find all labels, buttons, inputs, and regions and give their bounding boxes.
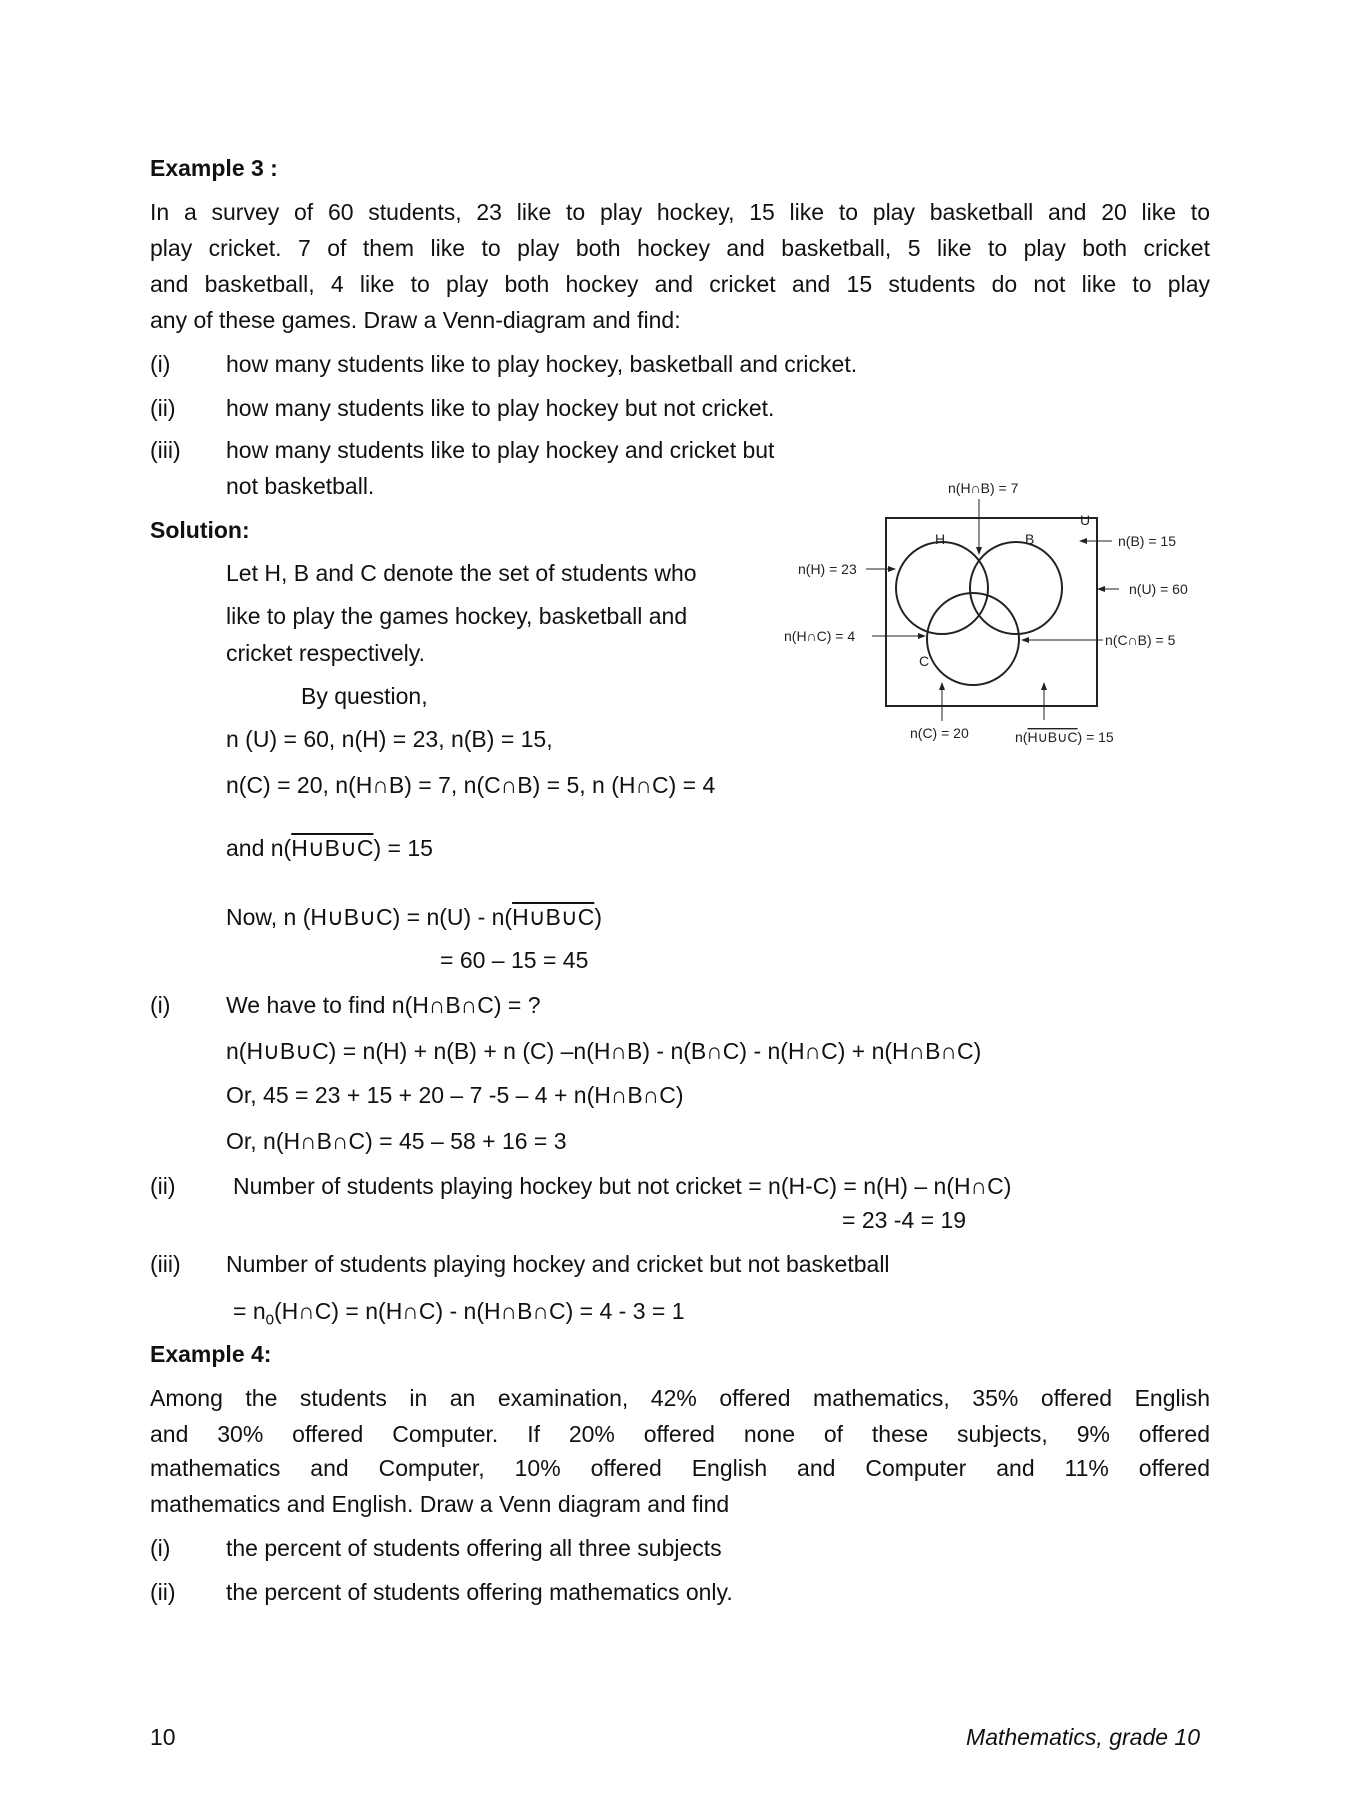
para-line: mathematics and Computer, 10% offered English and Computer and 11% offered	[150, 1455, 1210, 1481]
question-number: (i)	[150, 1535, 171, 1561]
label-u: n(U) = 60	[1129, 581, 1188, 597]
solution-text: Let H, B and C denote the set of students who	[226, 560, 697, 586]
universe-box	[886, 518, 1097, 706]
equation: = 23 -4 = 19	[842, 1207, 967, 1233]
question-text: not basketball.	[226, 473, 375, 499]
question-text: the percent of students offering all three subjects	[226, 1535, 722, 1561]
label-c-int-b: n(C∩B) = 5	[1105, 632, 1176, 648]
eq-part: (H∩C) = n(H∩C) - n(H∩B∩C) = 4 - 3 = 1	[273, 1298, 685, 1324]
equation: n(C) = 20, n(H∩B) = 7, n(C∩B) = 5, n (H∩C) = 4	[226, 772, 716, 798]
equation: n (U) = 60, n(H) = 23, n(B) = 15,	[226, 726, 553, 752]
question-text: how many students like to play hockey but not cricket.	[226, 395, 775, 421]
complement-expr: H∪B∪C	[512, 904, 595, 930]
set-c-label: C	[919, 653, 930, 669]
venn-diagram	[780, 470, 1240, 760]
set-h-circle	[896, 542, 988, 634]
para-line: any of these games. Draw a Venn-diagram and find:	[150, 307, 681, 333]
solution-text: cricket respectively.	[226, 640, 425, 666]
label-h-int-c: n(H∩C) = 4	[784, 628, 856, 644]
para-line: play cricket. 7 of them like to play both hockey and basketball, 5 like to play both cricket	[150, 235, 1210, 261]
equation: We have to find n(H∩B∩C) = ?	[226, 992, 541, 1018]
example-4-heading: Example 4:	[150, 1341, 272, 1367]
para-line: and 30% offered Computer. If 20% offered none of these subjects, 9% offered	[150, 1421, 1210, 1447]
equation: Or, 45 = 23 + 15 + 20 – 7 -5 – 4 + n(H∩B∩C)	[226, 1082, 684, 1108]
example-3-heading: Example 3 :	[150, 155, 278, 181]
solution-text: Number of students playing hockey and cricket but not basketball	[226, 1251, 890, 1277]
question-number: (i)	[150, 351, 171, 377]
label-none	[1015, 729, 1114, 745]
eq-part: )	[594, 904, 602, 930]
para-line: and basketball, 4 like to play both hockey and cricket and 15 students do not like to play	[150, 271, 1210, 297]
eq-part: Now, n (H∪B∪C) = n(U) - n(	[226, 904, 513, 930]
label-b: n(B) = 15	[1118, 533, 1176, 549]
label-part: ) = 15	[1077, 729, 1114, 745]
complement-expr: H∪B∪C	[291, 835, 374, 861]
label-c: n(C) = 20	[910, 725, 969, 741]
equation	[226, 903, 602, 931]
equation: Or, n(H∩B∩C) = 45 – 58 + 16 = 3	[226, 1128, 567, 1154]
part-number: (iii)	[150, 1251, 181, 1277]
question-number: (ii)	[150, 1579, 176, 1605]
solution-text: like to play the games hockey, basketball and	[226, 603, 688, 629]
subscript: 0	[265, 1311, 274, 1329]
set-h-label: H	[935, 531, 946, 547]
label-h-int-b: n(H∩B) = 7	[948, 480, 1019, 496]
para-line: In a survey of 60 students, 23 like to play hockey, 15 like to play basketball and 20 like to	[150, 199, 1210, 225]
equation: n(H∪B∪C) = n(H) + n(B) + n (C) –n(H∩B) - n(B∩C) - n(H∩C) + n(H∩B∩C)	[226, 1038, 982, 1064]
label-part: n(	[1015, 729, 1028, 745]
question-text: how many students like to play hockey, basketball and cricket.	[226, 351, 858, 377]
eq-part: = n	[233, 1298, 266, 1324]
para-line: mathematics and English. Draw a Venn diagram and find	[150, 1491, 730, 1517]
eq-part: and n(	[226, 835, 292, 861]
solution-heading: Solution:	[150, 517, 250, 543]
book-title: Mathematics, grade 10	[966, 1724, 1200, 1750]
question-text: the percent of students offering mathematics only.	[226, 1579, 733, 1605]
equation	[233, 1297, 685, 1335]
label-h: n(H) = 23	[798, 561, 857, 577]
universe-label: U	[1080, 512, 1091, 528]
question-number: (iii)	[150, 437, 181, 463]
question-number: (ii)	[150, 395, 176, 421]
part-number: (ii)	[150, 1173, 176, 1199]
complement-expr: H∪B∪C	[1027, 729, 1078, 745]
equation: Number of students playing hockey but not cricket = n(H-C) = n(H) – n(H∩C)	[233, 1173, 1012, 1199]
set-b-label: B	[1025, 531, 1035, 547]
eq-part: ) = 15	[373, 835, 433, 861]
page-number: 10	[150, 1724, 176, 1750]
question-text: how many students like to play hockey and cricket but	[226, 437, 775, 463]
equation	[226, 834, 433, 862]
solution-text: By question,	[301, 683, 428, 709]
para-line: Among the students in an examination, 42% offered mathematics, 35% offered English	[150, 1385, 1210, 1411]
part-number: (i)	[150, 992, 171, 1018]
equation: = 60 – 15 = 45	[440, 947, 589, 973]
